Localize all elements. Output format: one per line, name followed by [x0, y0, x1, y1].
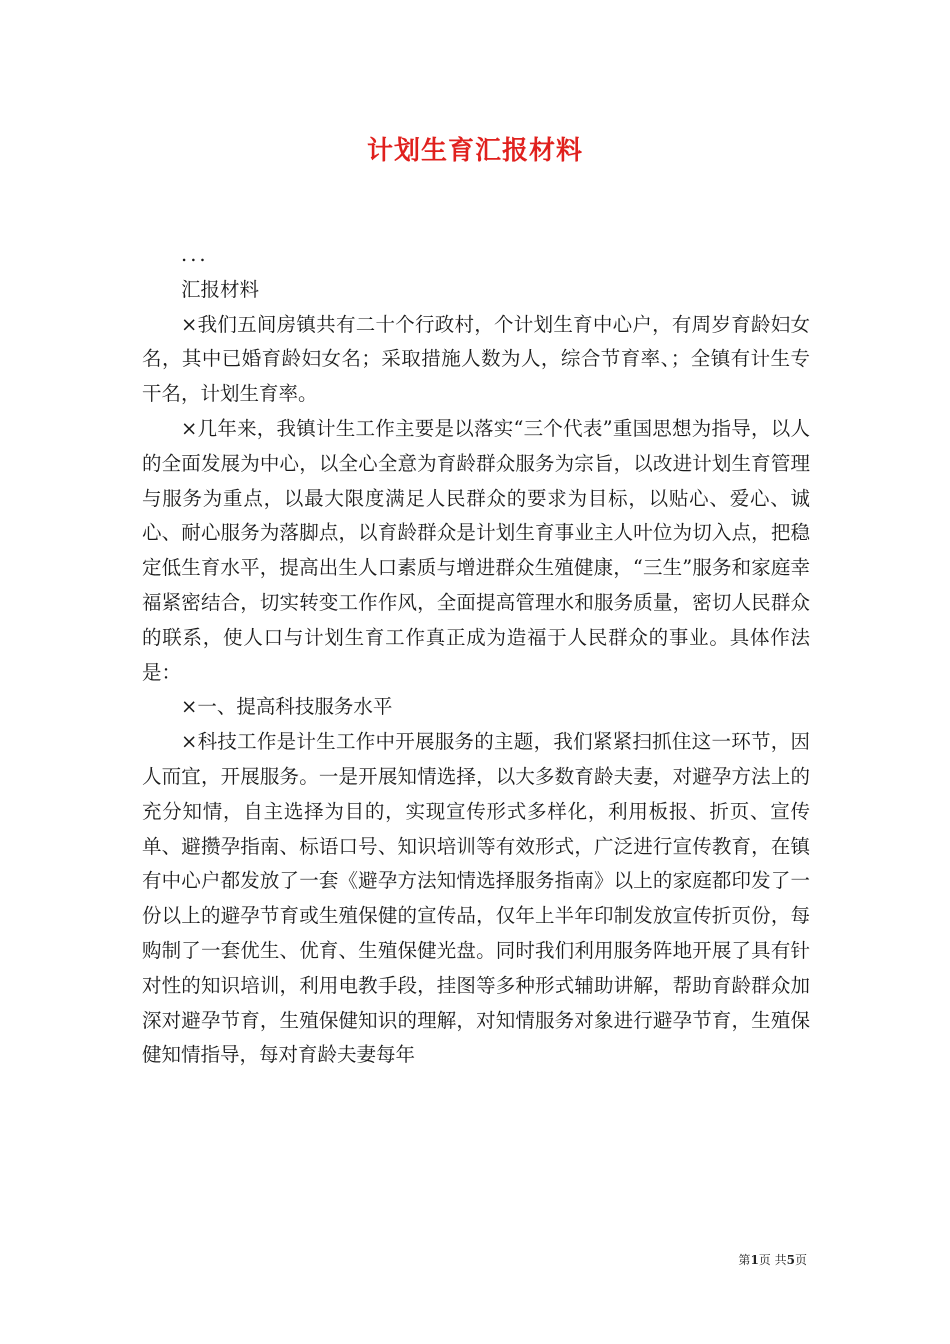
body-paragraph: 汇报材料: [181, 277, 260, 301]
footer-prefix: 第: [738, 1253, 751, 1267]
footer-middle: 页 共: [758, 1253, 787, 1267]
body-paragraph: ...: [181, 243, 209, 266]
body-paragraph: ×几年来，我镇计生工作主要是以落实“三个代表”重国思想为指导，以人的全面发展为中心，以全心全意为育龄群众服务为宗旨，以改进计划生育管理与服务为重点，以最大限度满足人民群众的要求为目标，以贴心、爱心、诚心、耐心服务为落脚点，以育龄群众是计划生育事业主人叶位为切入点，把稳定低生育水平，提高出生人口素质与增进群众生殖健康，“三生”服务和家庭幸福紧密结合，切实转变工作作风，全面提高管理水和服务质量，密切人民群众的联系，使人口与计划生育工作真正成为造福于人民群众的事业。具体作法是：: [142, 416, 810, 684]
document-body: [142, 238, 810, 1073]
footer-total-pages: 5: [786, 1253, 795, 1267]
page-footer: [738, 1251, 807, 1268]
body-paragraph: ×一、提高科技服务水平: [181, 695, 393, 719]
body-paragraph: ×我们五间房镇共有二十个行政村，个计划生育中心户，有周岁育龄妇女名，其中已婚育龄妇女名；采取措施人数为人，综合节育率、；全镇有计生专干名，计划生育率。: [142, 312, 810, 406]
footer-page-number: 1: [750, 1253, 759, 1267]
body-paragraph: ×科技工作是计生工作中开展服务的主题，我们紧紧扫抓住这一环节，因人而宜，开展服务。一是开展知情选择，以大多数育龄夫妻，对避孕方法上的充分知情，自主选择为目的，实现宣传形式多样化，利用板报、折页、宣传单、避攒孕指南、标语口号、知识培训等有效形式，广泛进行宣传教育，在镇有中心户都发放了一套《避孕方法知情选择服务指南》以上的家庭都印发了一份以上的避孕节育或生殖保健的宣传品，仅年上半年印制发放宣传折页份，每购制了一套优生、优育、生殖保健光盘。同时我们利用服务阵地开展了具有针对性的知识培训，利用电教手段，挂图等多种形式辅助讲解，帮助育龄群众加深对避孕节育，生殖保健知识的理解，对知情服务对象进行避孕节育，生殖保健知情指导，每对育龄夫妻每年: [142, 730, 810, 1067]
document-title: 计划生育汇报材料: [366, 136, 583, 166]
footer-suffix: 页: [794, 1253, 807, 1267]
